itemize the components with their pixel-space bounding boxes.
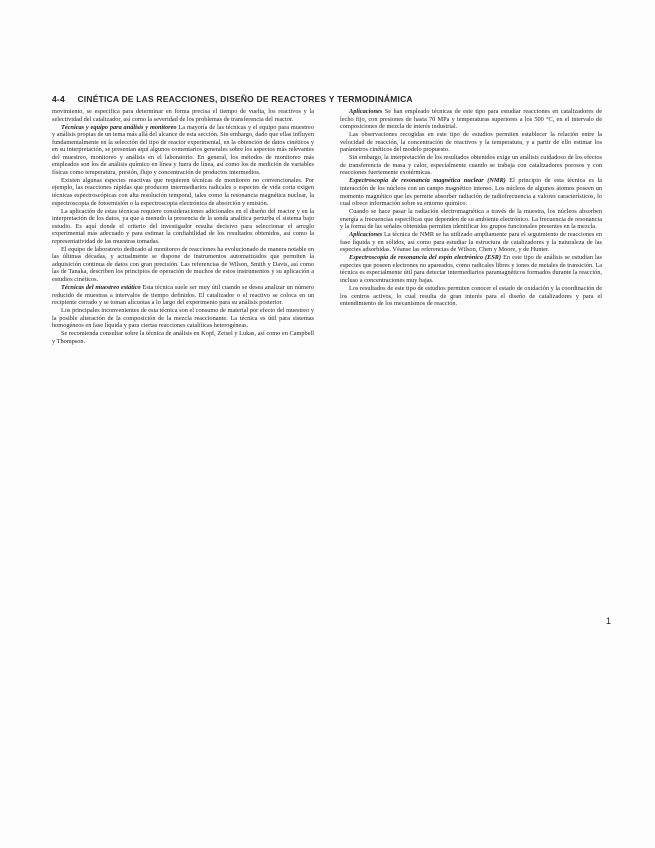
paragraph [340,231,602,254]
running-header [52,94,612,106]
paragraph [340,154,602,177]
paragraph-text: Se han empleado técnicas de este tipo para estudiar reacciones en catalizadores de lecho fijo, con presiones de hasta 70 MPa y temperaturas superiores a los 500 °C, en el intervalo de composiciones de mezcla de interés industrial. [340,108,602,131]
paragraph-text: movimiento, se especifica para determinar en forma precisa el tiempo de vuelta, los reactivos y la selectividad del catalizador, así como la severidad de los problemas de transferencia del reactor. [52,108,314,123]
paragraph [340,285,602,308]
paragraph-text: Se recomienda consultar sobre la técnica de análisis en Kopf, Zeisel y Lukas, así como en Campbell y Thompson. [52,330,314,345]
section-heading: Técnicas del muestreo estático [61,284,141,292]
paragraph [340,177,602,207]
section-heading: Aplicaciones [349,108,383,115]
section-heading: Aplicaciones [349,231,383,239]
paragraph [52,307,314,330]
paragraph [52,246,314,284]
right-column [340,108,602,748]
paragraph-text: Sin embargo, la interpretación de los resultados obtenidos exige un análisis cuidadoso de los efectos de transferencia de masa y calor, especialmente cuando se trabaja con catalizadores porosos y con reacciones fuertemente exotérmicas. [340,154,602,177]
paragraph-text: Existen algunas especies reactivas que requieren técnicas de monitoreo no convencionales. Por ejemplo, las reacciones rápidas que producen intermediarios radicales o especies de vida corta exigen técnicas espectroscópicas con alta resolución temporal, tales como la resonancia magnética nuclear, la espectroscopia de fotoemisión o la espectroscopia electrónica de absorción y emisión. [52,176,314,207]
page-number: 4-4 [52,94,65,104]
paragraph-text: Esta técnica suele ser muy útil cuando se desea analizar un número reducido de muestras a intervalos de tiempo definidos. El catalizador o el reactivo se coloca en un recipiente cerrado y se toman alícuotas a lo largo del experimento para su análisis posterior. [52,284,314,307]
paragraph-text: La técnica de NMR se ha utilizado ampliamente para el seguimiento de reacciones en fase líquida y en sólidos, así como para estudiar la estructura de catalizadores y la naturaleza de las especies adsorbidas. Véanse las referencias de Wilson, Chen y Moore, y de Hunter. [340,231,602,254]
paragraph-text: Las observaciones recogidas en este tipo de estudios permiten establecer la relación entre la velocidad de reacción, la concentración de reactivos y la temperatura, y a partir de ello estimar los parámetros cinéticos del modelo propuesto. [340,131,602,154]
paragraph [52,124,314,177]
section-heading: Espectroscopía de resonancia del espín electrónico (ESR) [349,254,502,262]
paragraph-text: Los resultados de este tipo de estudios permiten conocer el estado de oxidación y la coordinación de los centros activos, lo cual resulta de gran interés para el diseño de catalizadores y para el entendimiento de los mecanismos de reacción. [340,285,602,308]
paragraph [340,254,602,284]
margin-mark: 1 [606,616,612,626]
paragraph [340,208,602,231]
paragraph [52,208,314,246]
paragraph-text: La mayoría de las técnicas y el equipo para muestreo y análisis propias de un tema más allá del alcance de esta sección. Sin embargo, dado que ellas influyen fundamentalmente en la selección del tipo de reactor experimental, en la obtención de datos cinéticos y en su interpretación, se presentan aquí algunos comentarios generales sobre los aspectos más relevantes del muestreo, monitoreo y análisis en el laboratorio. En general, los métodos de monitoreo más empleados son los de análisis químico en línea y fuera de línea, así como los de medición de variables físicas como temperatura, presión, flujo y concentración de productos intermedios. [52,123,314,176]
paragraph-text: Cuando se hace pasar la radiación electromagnética a través de la muestra, los núcleos absorben energía a frecuencias específicas que dependen de su ambiente electrónico. La frecuencia de resonancia y la forma de las señales obtenidas permiten identificar los grupos funcionales presentes en la mezcla. [340,208,602,231]
paragraph-text: En este tipo de análisis se estudian las especies que poseen electrones no apareados, como radicales libres y iones de metales de transición. La técnica es especialmente útil para detectar intermediarios paramagnéticos formados durante la reacción, incluso a concentraciones muy bajas. [340,254,602,285]
left-column [52,108,314,748]
paragraph [52,330,314,345]
paragraph-text: La aplicación de estas técnicas requiere consideraciones adicionales en el diseño del reactor y en la interpretación de los datos, ya que a menudo la presencia de la sonda analítica perturba el sistema bajo estudio. Es aquí donde el criterio del investigador resulta decisivo para seleccionar el arreglo experimental más adecuado y para estimar la confiabilidad de los resultados obtenidos, así como la representatividad de las muestras tomadas. [52,207,314,245]
paragraph [52,284,314,307]
section-heading: Técnicas y equipo para análisis y monitoreo [61,123,177,131]
paragraph [52,177,314,207]
paragraph [52,108,314,123]
paragraph [340,131,602,154]
paragraph-text: El equipo de laboratorio dedicado al monitoreo de reacciones ha evolucionado de manera notable en las últimas décadas, y actualmente se dispone de instrumentos automatizados que permiten la adquisición continua de datos con gran precisión. Las referencias de Wilson, Smith y Davis, así como las de Tanaka, describen los principios de operación de muchos de estos instrumentos y su aplicación a estudios cinéticos. [52,245,314,284]
paragraph-text: El principio de esta técnica es la interacción de los núcleos con un campo magnético intenso. Los núcleos de algunos átomos poseen un momento magnético que les permite absorber radiación de radiofrecuencia a valores característicos, lo cual ofrece información sobre su entorno químico. [340,177,602,208]
paragraph-text: Los principales inconvenientes de esta técnica son el consumo de material por efecto del muestreo y la posible alteración de la composición de la mezcla reaccionante. La técnica es útil para sistemas homogéneos en fase líquida y para ciertas reacciones catalíticas heterogéneas. [52,307,314,330]
running-title: CINÉTICA DE LAS REACCIONES, DISEÑO DE REACTORES Y TERMODINÁMICA [77,94,413,104]
section-heading: Espectroscopía de resonancia magnética nuclear (NMR) [349,177,506,185]
paragraph [340,108,602,131]
